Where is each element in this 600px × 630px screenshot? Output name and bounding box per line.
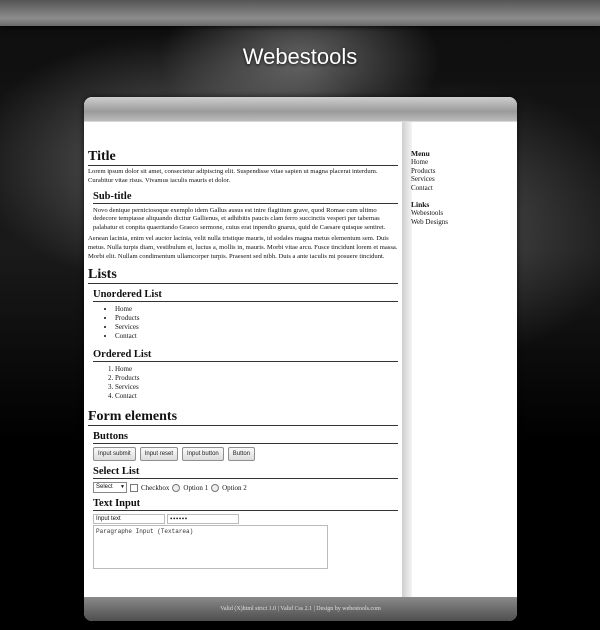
form-elements-heading: Form elements (88, 409, 398, 426)
list-item: 2. Products (115, 374, 398, 383)
radio-option-1[interactable] (172, 484, 180, 492)
content-wrapper (84, 97, 517, 621)
select-value: Select (96, 484, 113, 491)
sidebar-menu-title: Menu (411, 149, 430, 158)
checkbox-label: Checkbox (141, 483, 170, 492)
sidebar-link-webestools[interactable]: Webestools (411, 209, 444, 218)
radio-option-2-label: Option 2 (222, 483, 247, 492)
list-item: 3. Services (115, 383, 398, 392)
textarea-input[interactable]: Paragraphe Input (Textarea) (93, 525, 328, 569)
sidebar-menu (411, 149, 511, 192)
main-title: Title (88, 149, 398, 166)
buttons-row (93, 447, 398, 461)
ordered-list-heading: Ordered List (93, 349, 398, 362)
radio-option-2[interactable] (211, 484, 219, 492)
unordered-list (94, 305, 398, 341)
sidebar-item-contact[interactable]: Contact (411, 183, 433, 192)
password-input[interactable]: •••••• (167, 514, 239, 524)
input-submit-button[interactable]: Input submit (93, 447, 136, 461)
sidebar (411, 149, 511, 235)
subtitle-paragraph: Novo denique perniciosoque exemplo idem Gallus ausus est inire flagitium grave, quod Romae cum ultimo dedecore temptasse aliquando dicitur Gallienus, et adhibitis paucis clam ferro succinctis vesperi per tabernas palabatur et conpita quaeritando Graeco sermone, cuius erat inpendio gnarus, quid de Caesare quisque sentiret. (93, 206, 386, 232)
text-input[interactable]: Input text (93, 514, 165, 524)
text-input-row (93, 514, 398, 524)
list-item: • Products (115, 314, 398, 323)
footer: Valid (X)html strict 1.0 | Valid Css 2.1 | Design by webestools.com (84, 597, 517, 621)
main-content (88, 149, 398, 569)
content-header-bar (84, 97, 517, 122)
unordered-list-heading: Unordered List (93, 289, 398, 302)
sidebar-links-title: Links (411, 200, 430, 210)
checkbox[interactable] (130, 484, 138, 492)
intro-paragraph: Lorem ipsum dolor sit amet, consectetur adipiscing elit. Suspendisse vitae sapien ut magna placerat interdum. Curabitur vitae risus. Vivamus iaculis mauris et dolor. (88, 168, 378, 184)
ordered-list (94, 365, 398, 401)
input-reset-button[interactable]: Input reset (140, 447, 178, 461)
sidebar-item-products[interactable]: Products (411, 166, 436, 175)
sidebar-links (411, 200, 511, 226)
list-item: • Contact (115, 332, 398, 341)
lists-heading: Lists (88, 267, 398, 284)
text-input-heading: Text Input (93, 498, 398, 511)
list-item: • Home (115, 305, 398, 314)
list-item: 1. Home (115, 365, 398, 374)
subtitle-heading: Sub-title (93, 191, 398, 204)
radio-option-1-label: Option 1 (183, 483, 209, 492)
top-band (0, 0, 600, 26)
select-row (93, 482, 398, 493)
select-dropdown[interactable] (93, 482, 127, 493)
sidebar-item-home[interactable]: Home (411, 158, 429, 166)
buttons-heading: Buttons (93, 431, 398, 444)
plain-button[interactable]: Button (228, 447, 255, 461)
second-paragraph: Aenean lacinia, enim vel auctor lacinia, velit nulla tristique mauris, id sodales magna metus elementum sem. Duis metus. Nulla turpis diam, vestibulum et, luctus a, mollis in, mauris. Morbi vitae arcu. Fusce tincidunt lorem et massa. Morbi elit. Nullam condimentum ullamcorper turpis. Praesent sed nibh. Duis a ante iaculis mi posuere tincidunt. (88, 234, 398, 260)
sidebar-link-web-designs[interactable]: Web Designs (411, 217, 448, 226)
list-item: • Services (115, 323, 398, 332)
input-button[interactable]: Input button (182, 447, 224, 461)
chevron-down-icon: ▼ (120, 484, 125, 491)
select-list-heading: Select List (93, 466, 398, 479)
site-title: Webestools (242, 44, 358, 69)
sidebar-item-services[interactable]: Services (411, 175, 435, 184)
list-item: 4. Contact (115, 392, 398, 401)
